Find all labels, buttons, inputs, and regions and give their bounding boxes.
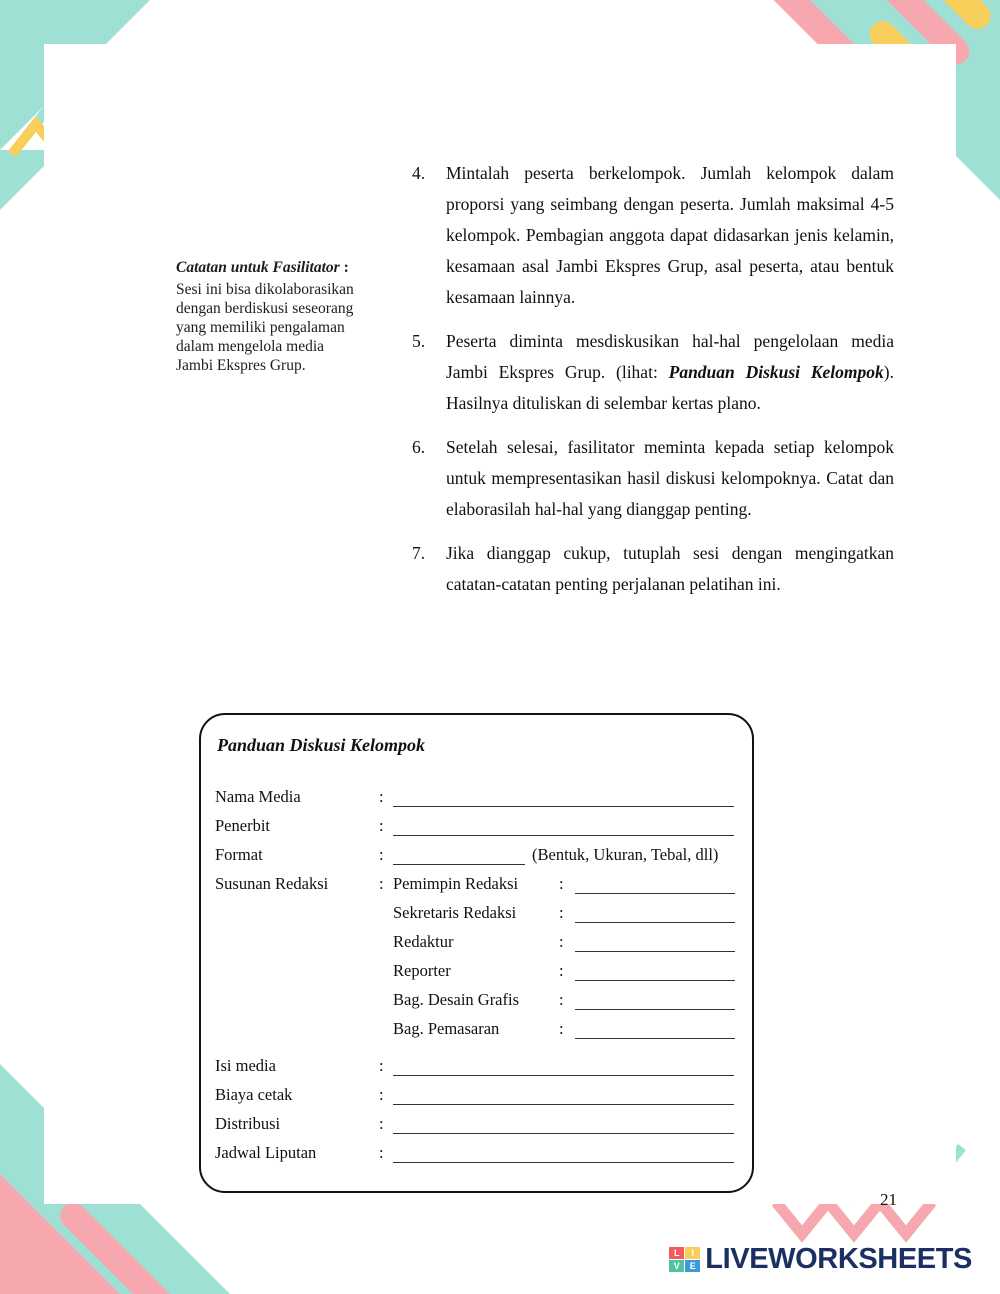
instruction-list	[412, 158, 894, 613]
form-colon: :	[559, 903, 564, 922]
list-item-number: 4.	[412, 163, 426, 183]
form-row-isi-media	[215, 1047, 734, 1076]
form-colon: :	[559, 990, 564, 1009]
liveworksheets-logo	[669, 1243, 972, 1276]
form-label: Biaya cetak	[215, 1085, 293, 1104]
facilitator-note-body: Sesi ini bisa dikolaborasikan dengan berdiskusi seseorang yang memiliki pengalaman dalam mengelola media Jambi Ekspres Grup.	[176, 281, 354, 374]
pemasaran-input[interactable]	[575, 1018, 735, 1039]
distribusi-input[interactable]	[393, 1113, 734, 1134]
liveworksheets-logo-text: LIVEWORKSHEETS	[705, 1243, 972, 1275]
page-number: 21	[880, 1190, 897, 1209]
nama-media-input[interactable]	[393, 786, 734, 807]
form-colon: :	[379, 1114, 384, 1133]
form-label: Nama Media	[215, 787, 301, 806]
form-sublabel: Reporter	[393, 961, 451, 980]
format-hint: (Bentuk, Ukuran, Tebal, dll)	[532, 845, 719, 864]
list-item	[412, 432, 894, 525]
form-colon: :	[379, 1085, 384, 1104]
form-sublabel: Bag. Pemasaran	[393, 1019, 500, 1038]
form-row-format	[215, 836, 734, 865]
form-label: Isi media	[215, 1056, 276, 1075]
form-colon: :	[379, 787, 384, 806]
list-item-emphasis: Panduan Diskusi Kelompok	[668, 362, 884, 382]
list-item-number: 5.	[412, 331, 426, 351]
form-row-sekretaris-redaksi	[215, 894, 734, 923]
form-label: Distribusi	[215, 1114, 281, 1133]
list-item	[412, 158, 894, 313]
redaktur-input[interactable]	[575, 931, 735, 952]
form-label: Susunan Redaksi	[215, 874, 329, 893]
logo-tile-l: L	[669, 1247, 684, 1259]
form-row-redaktur	[215, 923, 734, 952]
sekretaris-redaksi-input[interactable]	[575, 902, 735, 923]
desain-grafis-input[interactable]	[575, 989, 735, 1010]
form-row-desain-grafis	[215, 981, 734, 1010]
list-item-text: Jika dianggap cukup, tutuplah sesi dengan mengingatkan catatan-catatan penting perjalanan pelatihan ini.	[446, 543, 894, 594]
discussion-guide-card	[199, 713, 754, 1193]
list-item-text: Mintalah peserta berkelompok. Jumlah kelompok dalam proporsi yang seimbang dengan peserta. Jumlah maksimal 4-5 kelompok. Pembagian anggota dapat didasarkan jenis kelamin, kesamaan asal Jambi Ekspres Grup, asal peserta, atau bentuk kesamaan lainnya.	[446, 163, 894, 307]
logo-tile-e: E	[685, 1260, 700, 1272]
discussion-guide-form	[215, 778, 734, 1163]
form-sublabel: Redaktur	[393, 932, 454, 951]
form-row-biaya-cetak	[215, 1076, 734, 1105]
penerbit-input[interactable]	[393, 815, 734, 836]
form-label: Format	[215, 845, 263, 864]
list-item	[412, 326, 894, 419]
list-item-text: Setelah selesai, fasilitator meminta kepada setiap kelompok untuk mempresentasikan hasil diskusi kelompoknya. Catat dan elaborasilah hal-hal yang dianggap penting.	[446, 437, 894, 519]
list-item-text-after: ). Hasilnya dituliskan di selembar kertas plano.	[446, 362, 894, 413]
facilitator-note-title: Catatan untuk Fasilitator :	[176, 259, 349, 276]
form-label: Jadwal Liputan	[215, 1143, 317, 1162]
form-colon: :	[379, 874, 384, 893]
logo-tile-i: I	[685, 1247, 700, 1259]
form-colon: :	[379, 845, 384, 864]
form-sublabel: Bag. Desain Grafis	[393, 990, 520, 1009]
form-label: Penerbit	[215, 816, 270, 835]
list-item-text-before: Peserta diminta mesdiskusikan hal-hal pengelolaan media Jambi Ekspres Grup. (lihat:	[446, 331, 894, 382]
form-row-susunan-redaksi	[215, 865, 734, 894]
isi-media-input[interactable]	[393, 1055, 734, 1076]
list-item	[412, 538, 894, 600]
logo-tile-v: V	[669, 1260, 684, 1272]
pemimpin-redaksi-input[interactable]	[575, 873, 735, 894]
form-colon: :	[559, 1019, 564, 1038]
form-row-reporter	[215, 952, 734, 981]
liveworksheets-logo-mark	[669, 1247, 700, 1272]
format-input[interactable]	[393, 844, 525, 865]
form-colon: :	[559, 874, 564, 893]
form-colon: :	[559, 932, 564, 951]
form-sublabel: Pemimpin Redaksi	[393, 874, 519, 893]
biaya-cetak-input[interactable]	[393, 1084, 734, 1105]
form-colon: :	[379, 1056, 384, 1075]
facilitator-note-colon: :	[343, 259, 349, 276]
form-colon: :	[379, 816, 384, 835]
form-row-nama-media	[215, 778, 734, 807]
discussion-guide-title: Panduan Diskusi Kelompok	[217, 735, 426, 755]
form-colon: :	[559, 961, 564, 980]
form-row-jadwal-liputan	[215, 1134, 734, 1163]
list-item-number: 6.	[412, 437, 426, 457]
facilitator-note	[176, 258, 356, 375]
form-row-pemasaran	[215, 1010, 734, 1039]
form-sublabel: Sekretaris Redaksi	[393, 903, 517, 922]
form-row-distribusi	[215, 1105, 734, 1134]
form-row-penerbit	[215, 807, 734, 836]
list-item-number: 7.	[412, 543, 426, 563]
form-colon: :	[379, 1143, 384, 1162]
list-item-text	[446, 326, 894, 419]
jadwal-liputan-input[interactable]	[393, 1142, 734, 1163]
reporter-input[interactable]	[575, 960, 735, 981]
